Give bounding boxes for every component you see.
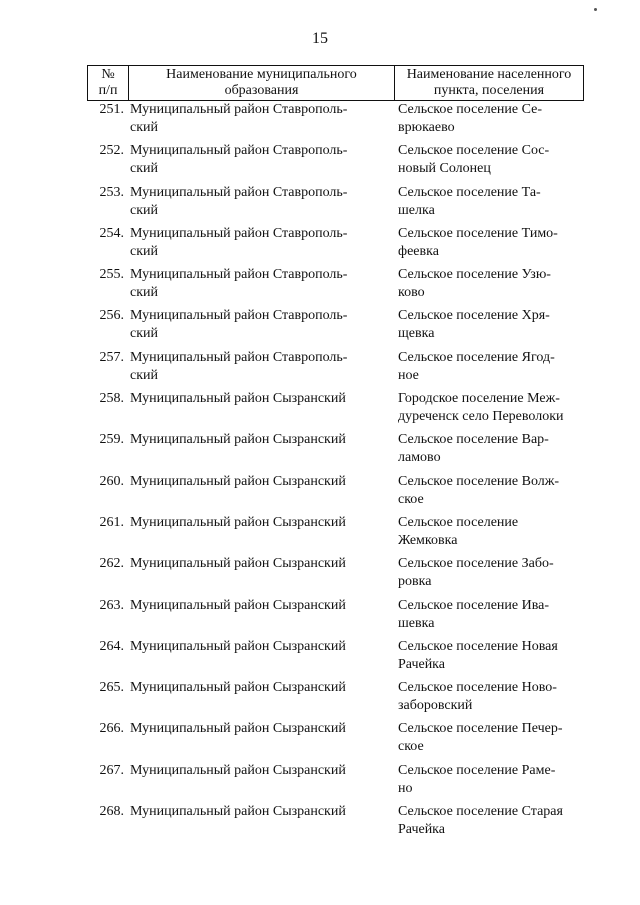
row-municipality: Муниципальный район Сызранский xyxy=(130,514,346,530)
row-municipality: Муниципальный район Сызранский xyxy=(130,432,346,448)
table-row xyxy=(87,720,587,761)
row-number: 261. xyxy=(99,514,124,530)
row-settlement: Сельское поселение Волж- ское xyxy=(398,473,560,507)
table-row xyxy=(87,431,587,472)
margin-mark xyxy=(594,8,597,11)
row-number: 263. xyxy=(99,597,124,613)
row-municipality: Муниципальный район Ставрополь- ский xyxy=(130,225,348,259)
header-municipality: Наименование муниципального образования xyxy=(129,66,395,100)
table-row xyxy=(87,514,587,555)
page-number: 15 xyxy=(312,30,328,47)
row-settlement: Сельское поселение Узю- ково xyxy=(398,267,551,301)
row-settlement: Городское поселение Меж- дуреченск село Переволоки xyxy=(398,391,564,425)
row-settlement: Сельское поселение Старая Рачейка xyxy=(398,804,563,838)
table-row xyxy=(87,597,587,638)
table-row xyxy=(87,803,587,844)
header-num: № п/п xyxy=(88,66,129,100)
row-settlement: Сельское поселение Раме- но xyxy=(398,762,556,796)
table-row xyxy=(87,473,587,514)
row-number: 254. xyxy=(99,225,124,241)
row-settlement: Сельское поселение Се- врюкаево xyxy=(398,102,543,135)
table-row xyxy=(87,225,587,266)
row-number: 257. xyxy=(99,349,124,365)
table-row xyxy=(87,679,587,720)
row-number: 256. xyxy=(99,308,124,324)
table-body xyxy=(87,101,587,844)
table-row xyxy=(87,184,587,225)
row-number: 264. xyxy=(99,638,124,654)
row-settlement: Сельское поселение Сос- новый Солонец xyxy=(398,143,550,177)
row-settlement: Сельское поселение Жемковка xyxy=(398,514,519,548)
row-number: 255. xyxy=(99,267,124,283)
row-municipality: Муниципальный район Сызранский xyxy=(130,762,346,778)
row-municipality: Муниципальный район Сызранский xyxy=(130,473,346,489)
row-municipality: Муниципальный район Сызранский xyxy=(130,597,346,613)
row-settlement: Сельское поселение Новая Рачейка xyxy=(398,638,558,672)
row-number: 253. xyxy=(99,184,124,200)
row-number: 258. xyxy=(99,391,124,407)
row-number: 262. xyxy=(99,556,124,572)
row-municipality: Муниципальный район Ставрополь- ский xyxy=(130,184,348,218)
row-number: 251. xyxy=(99,102,124,117)
row-settlement: Сельское поселение Печер- ское xyxy=(398,721,563,755)
table-row xyxy=(87,555,587,596)
row-municipality: Муниципальный район Сызранский xyxy=(130,721,346,737)
row-number: 268. xyxy=(99,804,124,820)
row-number: 266. xyxy=(99,721,124,737)
row-settlement: Сельское поселение Ягод- ное xyxy=(398,349,555,383)
table-row xyxy=(87,266,587,307)
row-number: 252. xyxy=(99,143,124,159)
header-settlement: Наименование населенного пункта, поселения xyxy=(406,67,572,98)
row-municipality: Муниципальный район Ставрополь- ский xyxy=(130,349,348,383)
row-number: 267. xyxy=(99,762,124,778)
row-settlement: Сельское поселение Ива- шевка xyxy=(398,597,550,631)
row-municipality: Муниципальный район Сызранский xyxy=(130,391,346,407)
table-row xyxy=(87,101,587,142)
row-municipality: Муниципальный район Ставрополь- ский xyxy=(130,102,348,135)
row-municipality: Муниципальный район Сызранский xyxy=(130,804,346,820)
row-municipality: Муниципальный район Сызранский xyxy=(130,680,346,696)
table-row xyxy=(87,762,587,803)
row-municipality: Муниципальный район Ставрополь- ский xyxy=(130,267,348,301)
row-municipality: Муниципальный район Сызранский xyxy=(130,556,346,572)
row-municipality: Муниципальный район Сызранский xyxy=(130,638,346,654)
row-settlement: Сельское поселение Забо- ровка xyxy=(398,556,554,590)
row-number: 265. xyxy=(99,680,124,696)
table-row xyxy=(87,638,587,679)
row-settlement: Сельское поселение Ново- заборовский xyxy=(398,680,557,714)
row-municipality: Муниципальный район Ставрополь- ский xyxy=(130,308,348,342)
table-row xyxy=(87,142,587,183)
table-row xyxy=(87,390,587,431)
row-settlement: Сельское поселение Тимо- феевка xyxy=(398,225,558,259)
row-settlement: Сельское поселение Хря- щевка xyxy=(398,308,550,342)
row-number: 259. xyxy=(99,432,124,448)
row-municipality: Муниципальный район Ставрополь- ский xyxy=(130,143,348,177)
row-settlement: Сельское поселение Та- шелка xyxy=(398,184,541,218)
row-number: 260. xyxy=(99,473,124,489)
table-row xyxy=(87,349,587,390)
table-row xyxy=(87,307,587,348)
row-settlement: Сельское поселение Вар- ламово xyxy=(398,432,549,466)
table-header xyxy=(87,65,584,101)
